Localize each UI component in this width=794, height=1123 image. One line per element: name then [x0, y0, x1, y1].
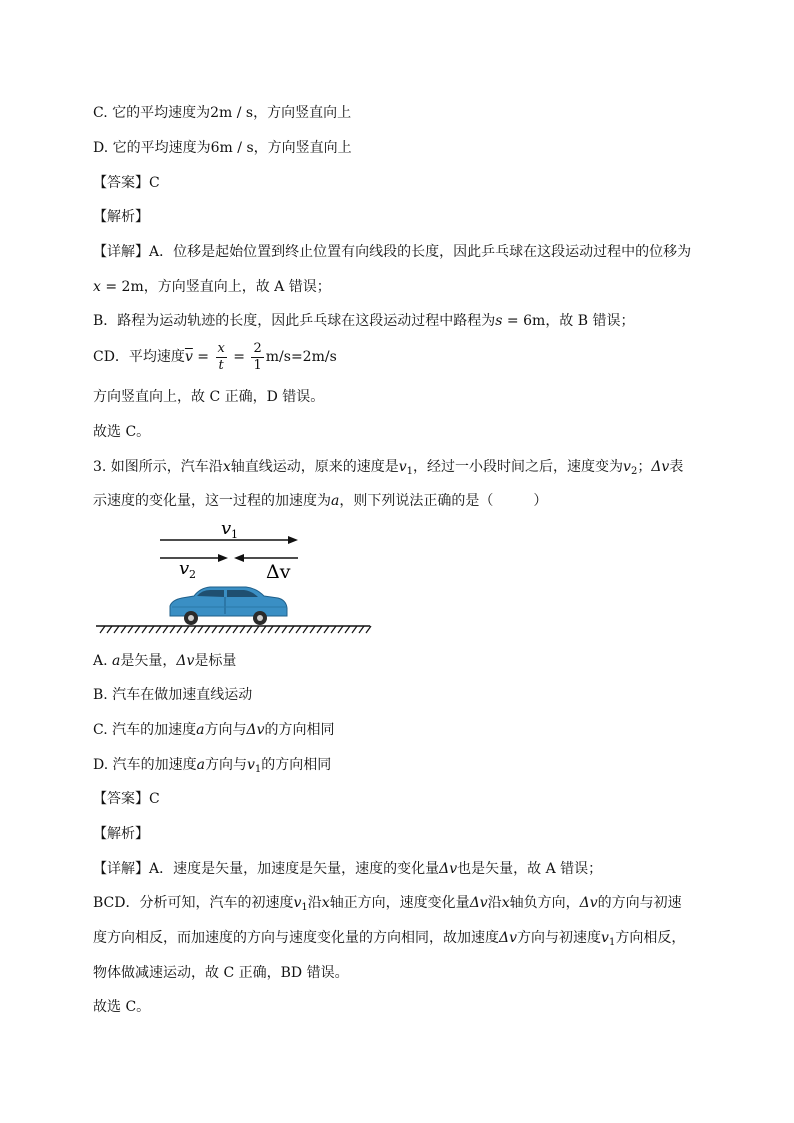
q2-answer: 【答案】C: [93, 175, 160, 191]
opt-c-prefix: C. 汽车的加速度: [93, 722, 197, 738]
q3-option-b: B. 汽车在做加速直线运动: [93, 687, 253, 703]
hatch-mark: [247, 626, 252, 633]
q3-detail1-b: 也是矢量，故 A 错误；: [457, 861, 603, 877]
figure-delta-v-label: Δv: [266, 561, 291, 583]
var-a: a: [196, 722, 205, 738]
figure-v1-sub: 1: [231, 528, 238, 541]
q3-answer: 【答案】C: [93, 791, 160, 807]
hatch-mark: [282, 626, 287, 633]
var-delta-v: Δv: [651, 459, 670, 475]
var-v1: v: [247, 757, 255, 773]
hatch-mark: [331, 626, 336, 633]
fraction-x-over-t: [216, 341, 227, 374]
figure-v2-sub: 2: [189, 568, 196, 581]
hatch-mark: [107, 626, 112, 633]
q2-detail-b-eq: = 6m: [502, 313, 546, 329]
q2-detail-cd-eq2: =: [228, 349, 250, 365]
q2-option-d-prefix: D. 它的平均速度为: [93, 140, 211, 156]
var-delta-v: Δv: [579, 895, 598, 911]
opt-d-suffix: 的方向相同: [261, 757, 332, 773]
q2-option-c-value: 2m / s: [210, 105, 254, 121]
q3-option-a: [93, 652, 236, 670]
hatch-mark: [170, 626, 175, 633]
q3-stem2-c: ）: [533, 493, 548, 509]
hatch-mark: [212, 626, 217, 633]
hatch-mark: [233, 626, 238, 633]
q3-option-d: [93, 756, 331, 779]
v2-arrowhead: [218, 554, 228, 562]
var-delta-v: Δv: [499, 930, 518, 946]
hatch-mark: [317, 626, 322, 633]
v1-arrowhead: [288, 536, 298, 544]
q2-detail-a-rest: ，方向竖直向上，故 A 错误；: [143, 279, 331, 295]
q2-detail-b-pre: B．路程为运动轨迹的长度，因此乒乓球在这段运动过程中路程为: [93, 313, 496, 329]
q3-detail2-f: 的方向与初速: [597, 895, 682, 911]
var-v1: v: [398, 459, 407, 475]
q3-stem2-a: 示速度的变化量，这一过程的加速度为: [93, 493, 331, 509]
hatch-mark: [226, 626, 231, 633]
fraction-numerator: x: [217, 340, 225, 356]
car-icon: [170, 587, 287, 625]
hatch-mark: [359, 626, 364, 633]
q2-detail-cd-pre: CD．平均速度: [93, 349, 185, 365]
hatch-mark: [296, 626, 301, 633]
hatch-mark: [114, 626, 119, 633]
var-v2: v: [623, 459, 631, 475]
q2-option-d-suffix: ，方向竖直向上: [253, 140, 352, 156]
hatch-mark: [352, 626, 357, 633]
var-v1: v: [601, 930, 609, 946]
q3-detail2-e: 轴负方向，: [509, 895, 580, 911]
var-delta-v: Δv: [176, 653, 195, 669]
q2-detail-b: [93, 312, 635, 330]
subscript: 1: [301, 902, 308, 913]
q3-detail-line4: 物体做减速运动，故 C 正确，BD 错误。: [93, 965, 349, 981]
var-x: x: [93, 279, 101, 295]
fraction-numerator: 2: [253, 340, 262, 356]
subscript: 2: [630, 466, 638, 477]
hatch-mark: [338, 626, 343, 633]
figure-v1-letter: v: [221, 518, 232, 539]
q3-stem-e: 表: [669, 459, 684, 475]
opt-a-prefix: A.: [93, 653, 113, 669]
hatch-mark: [240, 626, 245, 633]
fraction-denominator: 1: [253, 357, 262, 373]
var-v1: v: [293, 895, 302, 911]
q2-detail-a-line1: 【详解】A．位移是起始位置到终止位置有向线段的长度，因此乒乓球在这段运动过程中的位移为: [93, 244, 692, 260]
hatch-mark: [156, 626, 161, 633]
q3-stem-line2: [93, 492, 547, 510]
q3-detail2-b: 沿: [307, 895, 322, 911]
q3-detail2-c: 轴正方向，速度变化量: [329, 895, 470, 911]
opt-d-prefix: D. 汽车的加速度: [93, 757, 197, 773]
q3-choose: 故选 C。: [93, 999, 151, 1015]
q2-option-c: [93, 104, 351, 122]
var-s: s: [495, 313, 503, 329]
hatch-mark: [303, 626, 308, 633]
hatch-mark: [128, 626, 133, 633]
hatch-mark: [191, 626, 196, 633]
fraction-denominator: t: [218, 357, 224, 373]
q3-detail-line2: [93, 894, 682, 917]
var-a: a: [112, 653, 121, 669]
subscript: 1: [406, 466, 414, 477]
opt-d-mid: 方向与: [205, 757, 247, 773]
opt-a-mid: 是矢量，: [120, 653, 177, 669]
opt-a-suffix: 是标量: [194, 653, 237, 669]
q3-stem-d: ；: [637, 459, 652, 475]
q2-option-d-value: 6m / s: [210, 140, 254, 156]
q2-detail-b-rest: ，故 B 错误；: [545, 313, 635, 329]
var-a: a: [196, 757, 205, 773]
hatch-mark: [205, 626, 210, 633]
hatch-mark: [177, 626, 182, 633]
car-velocity-figure: [90, 512, 380, 642]
q3-detail2-d: 沿: [487, 895, 502, 911]
q2-detail-cd-eq1: =: [192, 349, 214, 365]
q3-stem-line1: [93, 458, 683, 481]
hatch-mark: [149, 626, 154, 633]
q3-detail2-a: BCD．分析可知，汽车的初速度: [93, 895, 294, 911]
hatch-mark: [345, 626, 350, 633]
q3-detail1-a: 【详解】A．速度是矢量，加速度是矢量，速度的变化量: [93, 861, 440, 877]
q3-stem2-b: ，则下列说法正确的是（: [339, 493, 494, 509]
q2-detail-a-line2: [93, 278, 331, 296]
opt-c-suffix: 的方向相同: [264, 722, 335, 738]
delta-v-arrowhead: [234, 554, 244, 562]
q3-detail-line1: [93, 860, 602, 878]
q3-detail-line3: [93, 929, 685, 952]
subscript: 1: [254, 764, 262, 775]
q2-option-c-suffix: ，方向竖直向上: [253, 105, 352, 121]
q3-stem-a: 3. 如图所示，汽车沿: [93, 459, 223, 475]
hatch-mark: [135, 626, 140, 633]
hatch-mark: [198, 626, 203, 633]
hatch-mark: [184, 626, 189, 633]
hatch-mark: [268, 626, 273, 633]
q2-detail-cd: [93, 340, 337, 374]
hatch-mark: [366, 626, 371, 633]
hatch-mark: [100, 626, 105, 633]
opt-c-mid: 方向与: [204, 722, 247, 738]
var-v-bar: $\overline{v}$: [184, 349, 193, 365]
q2-detail-cd-result: m/s=2m/s: [265, 349, 337, 365]
q3-detail3-b: 方向与初速度: [517, 930, 602, 946]
hatch-mark: [163, 626, 168, 633]
hatch-mark: [219, 626, 224, 633]
fraction-2-over-1: [251, 341, 263, 374]
q3-analysis-label: 【解析】: [93, 826, 149, 842]
hatch-mark: [142, 626, 147, 633]
subscript: 1: [608, 937, 616, 948]
q3-option-c: [93, 721, 335, 739]
q2-option-d: [93, 139, 352, 157]
hatch-mark: [289, 626, 294, 633]
hatch-mark: [275, 626, 280, 633]
q2-analysis-label: 【解析】: [93, 209, 149, 225]
hatch-mark: [261, 626, 266, 633]
q2-option-c-prefix: C. 它的平均速度为: [93, 105, 211, 121]
ground-hatch: [100, 626, 371, 633]
q3-stem-b: 轴直线运动，原来的速度是: [230, 459, 399, 475]
var-delta-v: Δv: [246, 722, 265, 738]
q2-choose: 故选 C。: [93, 424, 151, 440]
q2-detail-a-eq: = 2m: [100, 279, 144, 295]
q2-detail-cd-line2: 方向竖直向上，故 C 正确，D 错误。: [93, 389, 325, 405]
q3-stem-c: ，经过一小段时间之后，速度变为: [413, 459, 624, 475]
var-x: x: [222, 459, 231, 475]
var-delta-v: Δv: [469, 895, 488, 911]
var-delta-v: Δv: [439, 861, 458, 877]
var-x: x: [501, 895, 510, 911]
var-a: a: [331, 493, 340, 509]
q3-detail3-c: 方向相反，: [615, 930, 686, 946]
q3-detail3-a: 度方向相反，而加速度的方向与速度变化量的方向相同，故加速度: [93, 930, 499, 946]
hatch-mark: [121, 626, 126, 633]
hatch-mark: [310, 626, 315, 633]
figure-v2-letter: v: [179, 558, 190, 579]
hatch-mark: [254, 626, 259, 633]
hatch-mark: [324, 626, 329, 633]
var-x: x: [321, 895, 330, 911]
